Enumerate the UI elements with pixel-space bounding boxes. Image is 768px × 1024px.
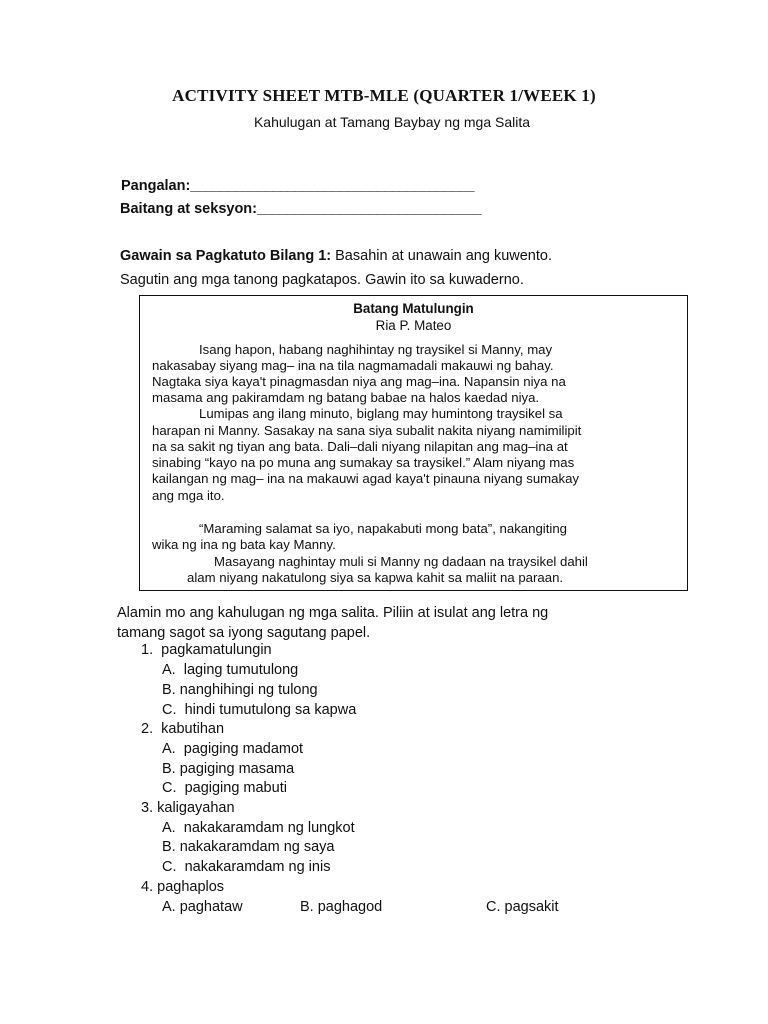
choice-text: pagiging mabuti <box>184 780 287 796</box>
choice-item <box>486 899 559 915</box>
choice-text: hindi tumutulong sa kapwa <box>184 702 357 718</box>
activity-instruction <box>120 248 552 264</box>
choice-text: nakakaramdam ng saya <box>179 839 335 855</box>
activity-instruction-line2: Sagutin ang mga tanong pagkatapos. Gawin ito sa kuwaderno. <box>120 272 524 288</box>
question-word: kabutihan <box>161 721 225 737</box>
story-title: Batang Matulungin <box>353 301 474 316</box>
directions-line2: tamang sagot sa iyong sagutang papel. <box>117 625 371 641</box>
choice-text: nakakaramdam ng inis <box>184 859 331 875</box>
story-line: Masayang naghintay muli si Manny ng dadaan na traysikel dahil <box>214 554 588 569</box>
choice-letter: A. <box>162 741 176 757</box>
story-line: sinabing “kayo na po muna ang sumakay sa traysikel.” Alam niyang mas <box>152 455 575 470</box>
choice-text: nanghihingi ng tulong <box>179 682 318 698</box>
choice-text: pagiging madamot <box>183 741 304 757</box>
story-line: “Maraming salamat sa iyo, napakabuti mong bata”, nakangiting <box>199 521 567 536</box>
choice-letter: C. <box>486 899 501 915</box>
question-item <box>141 721 224 737</box>
story-line: wika ng ina ng bata kay Manny. <box>152 537 336 552</box>
choice-item <box>162 702 356 718</box>
story-author: Ria P. Mateo <box>375 318 452 333</box>
choice-text: paghataw <box>179 899 243 915</box>
activity-heading: Gawain sa Pagkatuto Bilang 1: <box>120 248 332 264</box>
choice-letter: A. <box>162 662 176 678</box>
choice-letter: A. <box>162 820 176 836</box>
choice-item <box>162 820 355 836</box>
story-line: Nagtaka siya kaya't pinagmasdan niya ang mag–ina. Napansin niya na <box>152 374 566 389</box>
story-line: harapan ni Manny. Sasakay na sana siya subalit nakita niyang namimilipit <box>152 423 582 438</box>
story-line: na sa sakit ng tiyan ang bata. Dali–dali niyang nilapitan ang mag–ina at <box>152 439 568 454</box>
choice-item <box>162 899 243 915</box>
question-number: 4. <box>141 879 154 895</box>
story-line: masama ang pakiramdam ng batang babae na halos kaedad niya. <box>152 390 540 405</box>
choice-item <box>162 761 294 777</box>
choice-letter: B. <box>300 899 314 915</box>
name-label: Pangalan: <box>121 178 191 194</box>
choice-letter: B. <box>162 839 176 855</box>
choice-letter: C. <box>162 859 177 875</box>
choice-text: nakakaramdam ng lungkot <box>183 820 355 836</box>
question-word: pagkamatulungin <box>161 642 272 658</box>
choice-letter: C. <box>162 702 177 718</box>
question-word: paghaplos <box>157 879 225 895</box>
grade-section-field <box>120 201 481 217</box>
story-line: ang mga ito. <box>152 488 225 503</box>
choice-item <box>300 899 382 915</box>
question-item <box>141 879 224 895</box>
choice-letter: B. <box>162 761 176 777</box>
choice-item <box>162 741 303 757</box>
name-blank: ______________________________________ <box>190 178 474 194</box>
choice-text: pagiging masama <box>179 761 295 777</box>
grade-section-label: Baitang at seksyon: <box>120 201 257 217</box>
choice-letter: A. <box>162 899 176 915</box>
choice-text: pagsakit <box>504 899 559 915</box>
story-line: alam niyang nakatulong siya sa kapwa kahit sa maliit na paraan. <box>187 570 564 585</box>
question-item <box>141 642 272 658</box>
page-subtitle: Kahulugan at Tamang Baybay ng mga Salita <box>253 114 531 130</box>
choice-item <box>162 780 287 796</box>
choice-letter: B. <box>162 682 176 698</box>
story-line: kailangan ng mag– ina na makauwi agad kaya't pinauna niyang sumakay <box>152 471 579 486</box>
grade-section-blank: ______________________________ <box>257 201 481 217</box>
activity-instruction-text: Basahin at unawain ang kuwento. <box>331 248 552 264</box>
question-number: 2. <box>141 721 154 737</box>
story-line: nakasabay siyang mag– ina na tila nagmamadali makauwi ng bahay. <box>152 358 554 373</box>
choice-item <box>162 662 298 678</box>
choice-letter: C. <box>162 780 177 796</box>
story-line: Lumipas ang ilang minuto, biglang may humintong traysikel sa <box>199 406 563 421</box>
name-field <box>121 178 474 194</box>
question-number: 3. <box>141 800 154 816</box>
question-word: kaligayahan <box>157 800 235 816</box>
question-number: 1. <box>141 642 154 658</box>
choice-text: laging tumutulong <box>183 662 299 678</box>
choice-text: paghagod <box>317 899 383 915</box>
directions-line1: Alamin mo ang kahulugan ng mga salita. Piliin at isulat ang letra ng <box>117 605 549 621</box>
page-title: ACTIVITY SHEET MTB-MLE (QUARTER 1/WEEK 1) <box>172 86 596 105</box>
choice-item <box>162 839 334 855</box>
choice-item <box>162 682 318 698</box>
question-item <box>141 800 235 816</box>
story-box <box>139 295 688 591</box>
choice-item <box>162 859 330 875</box>
story-line: Isang hapon, habang naghihintay ng traysikel si Manny, may <box>199 342 553 357</box>
